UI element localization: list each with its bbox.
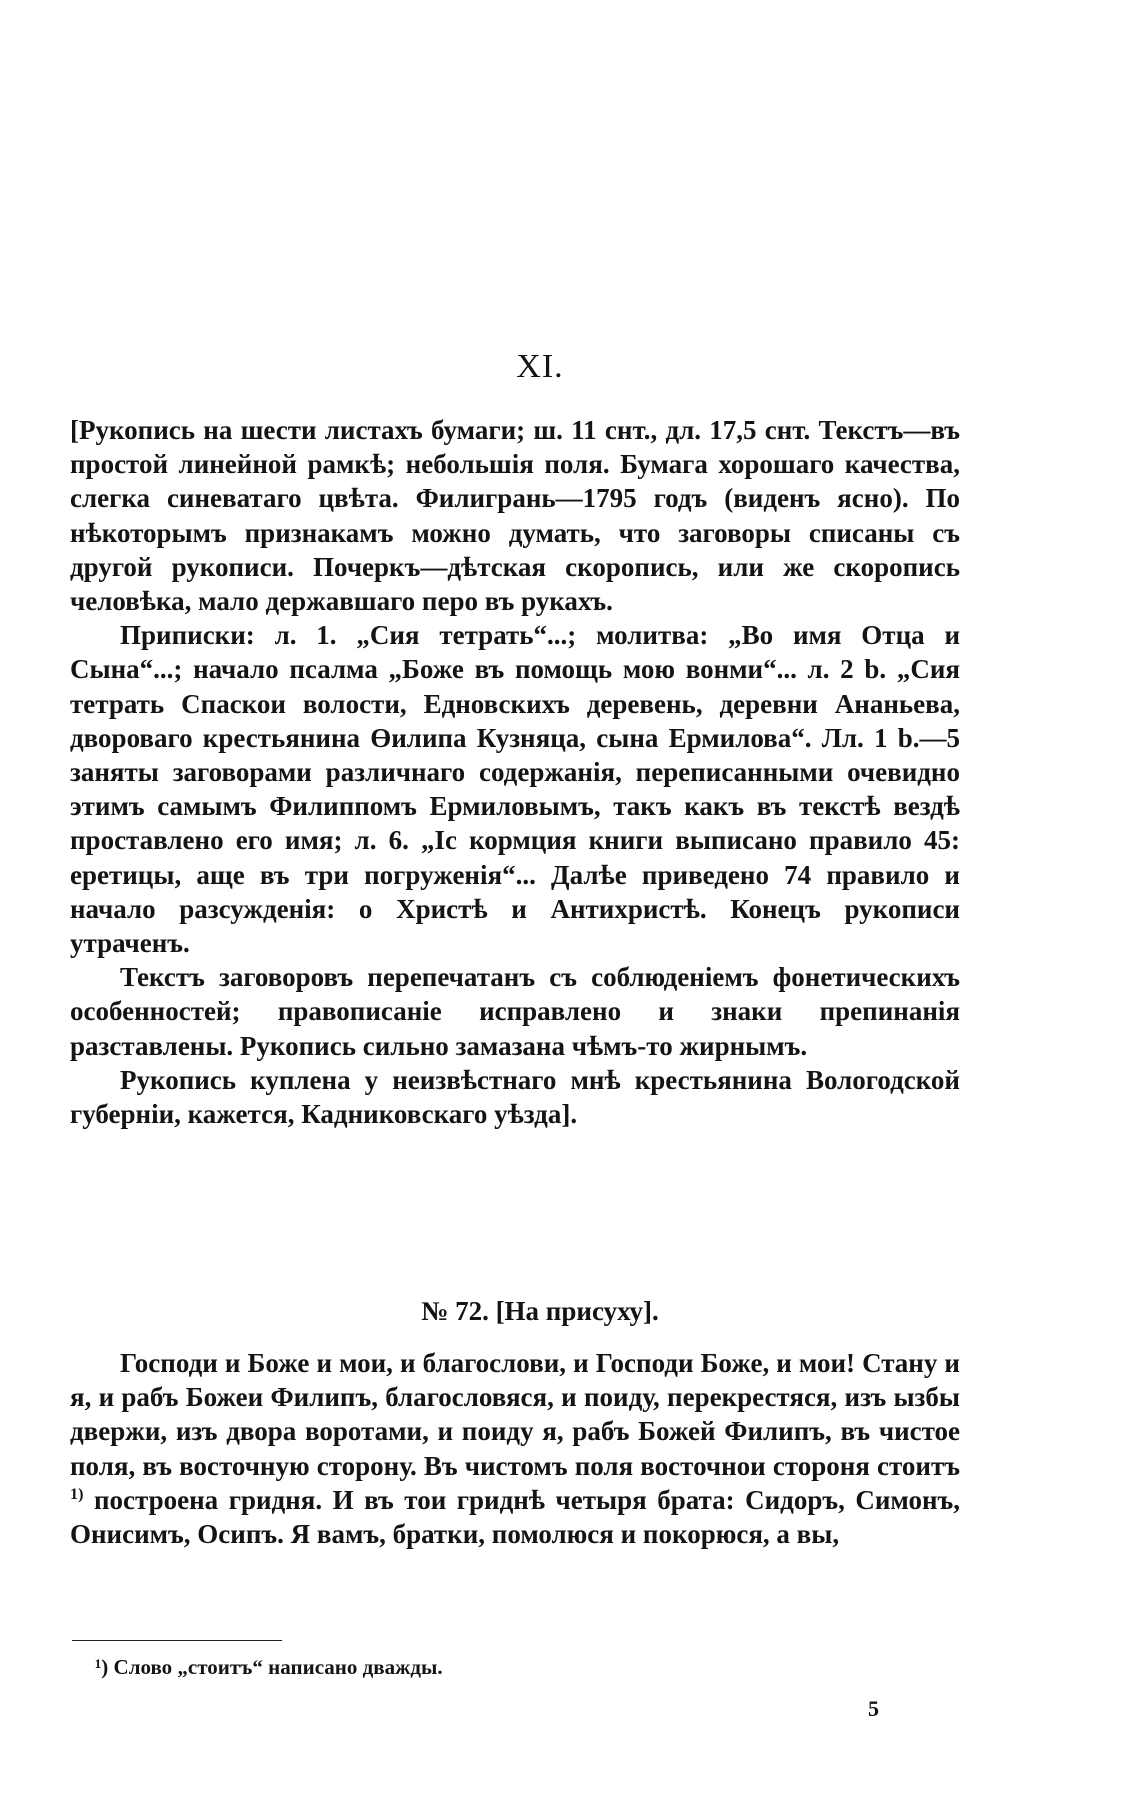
footnote-mark: 1) [70, 1484, 84, 1503]
charm-text-part2: построена гридня. И въ тои гриднѣ четыря брата: Сидоръ, Симонъ, Онисимъ, Осипъ. Я вамъ, братки, помолюся и покорюся, а вы, [70, 1484, 960, 1550]
footnote-divider [72, 1640, 282, 1641]
charm-heading: № 72. [На присуху]. [421, 1296, 659, 1326]
intro-paragraph: [Рукопись на шести листахъ бумаги; ш. 11 снт., дл. 17,5 снт. Текстъ—въ простой линейной рамкѣ; небольшія поля. Бумага хорошаго качества, слегка синеватаго цвѣта. Филигрань—1795 годъ (виденъ ясно). По нѣкоторымъ признакамъ можно думать, что заговоры списаны съ другой рукописи. Почеркъ—дѣтская скоропись, или же скоропись человѣка, мало державшаго перо въ рукахъ. [70, 415, 960, 617]
intro-paragraph: Текстъ заговоровъ перепечатанъ съ соблюденіемъ фонетическихъ особенностей; правописаніе исправлено и знаки препинанія разставлены. Рукопись сильно замазана чѣмъ-то жирнымъ. [70, 962, 960, 1061]
charm-text [70, 1346, 960, 1551]
page-number: 5 [868, 1696, 879, 1721]
section-number: XI. [516, 348, 564, 385]
charm-paragraph [70, 1346, 960, 1551]
footnote: ¹) Слово „стоитъ“ написано дважды. [95, 1655, 443, 1679]
charm-text-part1: Господи и Боже и мои, и благослови, и Господи Боже, и мои! Стану и я, и рабъ Божеи Филипъ, благословяся, и поиду, перекрестяся, изъ ызбы двержи, изъ двора воротами, и поиду я, рабъ Божей Филипъ, въ чистое поля, въ восточную сторону. Въ чистомъ поля восточнои стороня стоитъ [70, 1348, 960, 1481]
intro-paragraph: Рукопись куплена у неизвѣстнаго мнѣ крестьянина Вологодской губерніи, кажется, Кадниковскаго уѣзда]. [70, 1064, 960, 1130]
manuscript-description [70, 413, 960, 1131]
intro-paragraph: Приписки: л. 1. „Сия тетрать“...; молитва: „Во имя Отца и Сына“...; начало псалма „Боже въ помощь мою вонми“... л. 2 b. „Сия тетрать Спаскои волости, Едновскихъ деревень, деревни Ананьева, двороваго крестьянина Өилипа Кузняца, сына Ермилова“. Лл. 1 b.—5 заняты заговорами различнаго содержанія, переписанными очевидно этимъ самымъ Филиппомъ Ермиловымъ, такъ какъ въ текстѣ вездѣ проставлено его имя; л. 6. „Іс кормция книги выписано правило 45: еретицы, аще въ три погруженія“... Далѣе приведено 74 правило и начало разсужденія: о Христѣ и Антихристѣ. Конецъ рукописи утраченъ. [70, 620, 960, 959]
